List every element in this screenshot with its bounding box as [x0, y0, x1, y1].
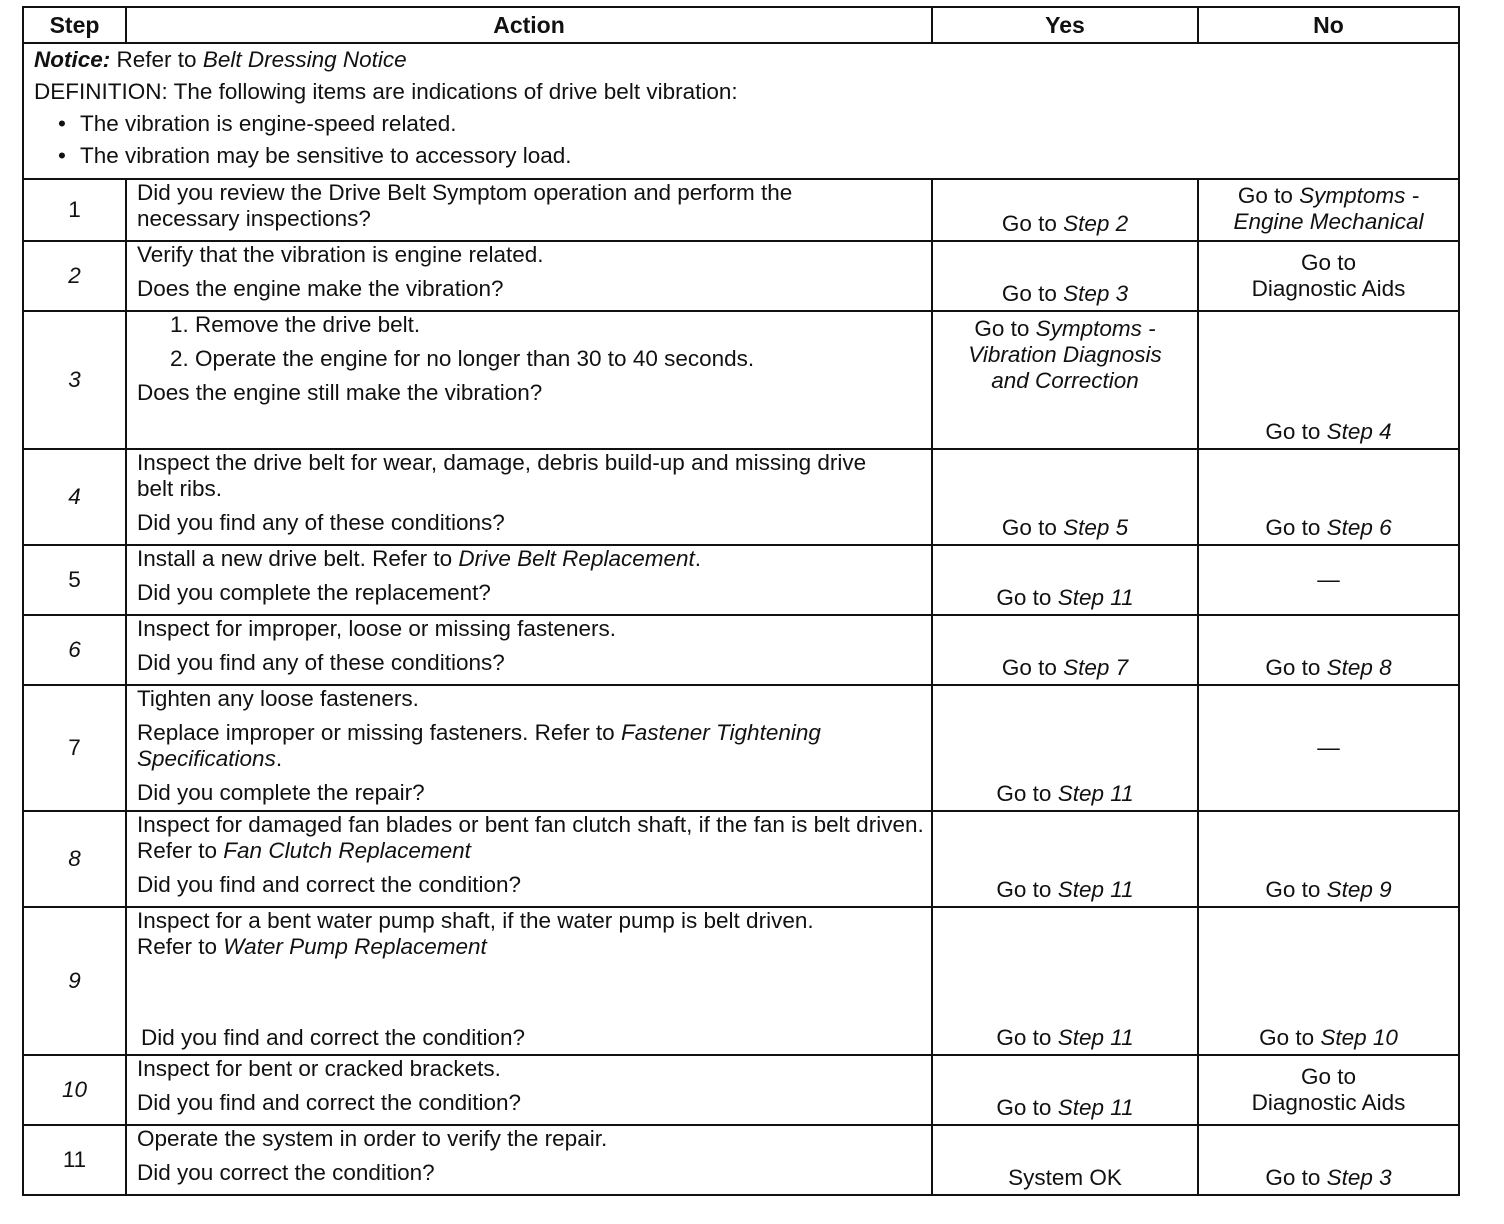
no-cell: Go to Step 4	[1198, 311, 1459, 449]
yes-cell: Go to Step 2	[932, 179, 1198, 241]
notice-row	[23, 43, 1459, 179]
list-item: • The vibration may be sensitive to accessory load.	[80, 140, 1448, 172]
yes-cell: Go to Step 5	[932, 449, 1198, 545]
definition-list	[34, 108, 1448, 172]
action-cell: Inspect for improper, loose or missing fasteners. Did you find any of these conditions?	[126, 615, 932, 685]
table-row	[23, 907, 1459, 1055]
list-item: 1. Remove the drive belt.	[195, 312, 921, 338]
yes-cell: Go to Step 11	[932, 811, 1198, 907]
step-number: 6	[23, 615, 126, 685]
notice-label: Notice:	[34, 47, 111, 72]
action-cell: Inspect for bent or cracked brackets. Did you find and correct the condition?	[126, 1055, 932, 1125]
diagnostic-table	[22, 6, 1460, 1196]
step-number: 7	[23, 685, 126, 811]
no-cell: Go to Step 6	[1198, 449, 1459, 545]
list-item: 2. Operate the engine for no longer than 30 to 40 seconds.	[195, 346, 921, 372]
table-row	[23, 685, 1459, 811]
notice-ref: Belt Dressing Notice	[202, 47, 407, 72]
action-cell: Inspect the drive belt for wear, damage, debris build-up and missing drive belt ribs. Did you find any of these conditions?	[126, 449, 932, 545]
step-number: 4	[23, 449, 126, 545]
header-yes: Yes	[932, 7, 1198, 43]
action-cell: 1. Remove the drive belt. 2. Operate the engine for no longer than 30 to 40 seconds. Does the engine still make the vibration?	[126, 311, 932, 449]
table-row	[23, 311, 1459, 449]
step-number: 1	[23, 179, 126, 241]
header-action: Action	[126, 7, 932, 43]
action-cell: Did you review the Drive Belt Symptom operation and perform the necessary inspections?	[126, 179, 932, 241]
action-cell: Operate the system in order to verify the repair. Did you correct the condition?	[126, 1125, 932, 1195]
action-cell: Verify that the vibration is engine related. Does the engine make the vibration?	[126, 241, 932, 311]
step-number: 8	[23, 811, 126, 907]
no-cell: —	[1198, 685, 1459, 811]
step-number: 2	[23, 241, 126, 311]
notice-line: Notice: Refer to Belt Dressing Notice	[34, 47, 407, 72]
no-cell: Go to Step 3	[1198, 1125, 1459, 1195]
no-cell: Go to Step 9	[1198, 811, 1459, 907]
table-row	[23, 615, 1459, 685]
no-cell: Go to Diagnostic Aids	[1198, 241, 1459, 311]
header-no: No	[1198, 7, 1459, 43]
step-number: 3	[23, 311, 126, 449]
yes-cell: Go to Step 11	[932, 907, 1198, 1055]
step-number: 5	[23, 545, 126, 615]
no-cell: —	[1198, 545, 1459, 615]
no-cell: Go to Step 8	[1198, 615, 1459, 685]
action-cell: Tighten any loose fasteners. Replace improper or missing fasteners. Refer to Fastener Tightening Specifications. Did you complete the repair?	[126, 685, 932, 811]
notice-cell	[23, 43, 1459, 179]
action-cell: Install a new drive belt. Refer to Drive Belt Replacement. Did you complete the replacement?	[126, 545, 932, 615]
yes-cell: Go to Step 11	[932, 545, 1198, 615]
header-row	[23, 7, 1459, 43]
yes-cell: Go to Symptoms - Vibration Diagnosis and Correction	[932, 311, 1198, 449]
no-cell: Go to Step 10	[1198, 907, 1459, 1055]
step-number: 11	[23, 1125, 126, 1195]
yes-cell: Go to Step 7	[932, 615, 1198, 685]
table-row	[23, 1125, 1459, 1195]
table-row	[23, 1055, 1459, 1125]
step-number: 9	[23, 907, 126, 1055]
substep-list	[137, 312, 921, 372]
step-number: 10	[23, 1055, 126, 1125]
yes-cell: System OK	[932, 1125, 1198, 1195]
table-row	[23, 449, 1459, 545]
list-item: • The vibration is engine-speed related.	[80, 108, 1448, 140]
table-row	[23, 179, 1459, 241]
definition: DEFINITION: The following items are indications of drive belt vibration:	[34, 79, 738, 104]
header-step: Step	[23, 7, 126, 43]
table-row	[23, 811, 1459, 907]
action-cell: Inspect for damaged fan blades or bent fan clutch shaft, if the fan is belt driven. Refer to Fan Clutch Replacement Did you find and correct the condition?	[126, 811, 932, 907]
no-cell: Go to Symptoms - Engine Mechanical	[1198, 179, 1459, 241]
yes-cell: Go to Step 11	[932, 1055, 1198, 1125]
table-row	[23, 241, 1459, 311]
yes-cell: Go to Step 11	[932, 685, 1198, 811]
table-row	[23, 545, 1459, 615]
action-cell: Inspect for a bent water pump shaft, if the water pump is belt driven. Refer to Water Pump Replacement Did you find and correct the condition?	[126, 907, 932, 1055]
yes-cell: Go to Step 3	[932, 241, 1198, 311]
no-cell: Go to Diagnostic Aids	[1198, 1055, 1459, 1125]
